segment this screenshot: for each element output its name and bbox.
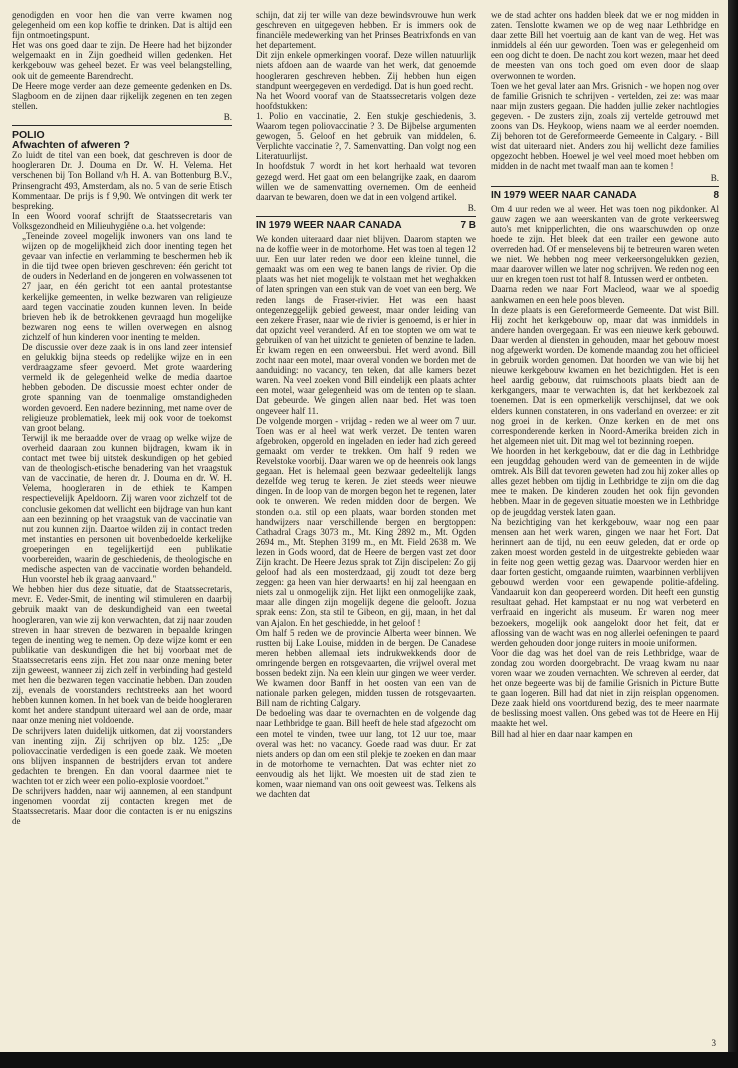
article-heading (256, 221, 476, 231)
section-divider (12, 125, 232, 126)
paragraph: De schrijvers laten duidelijk uitkomen, dat zij voorstanders van inenting zijn. Zij schrijven op blz. 125: „De poliovaccinatie verdedigen is een goede zaak. We moeten ons blijven inspannen de bestrijders ervan tot andere gedachten te brengen. En dan vooral daarmee niet te wachten tot er zich weer een polio-explosie voordoet." (12, 725, 232, 787)
paragraph: schijn, dat zij ter wille van deze bewindsvrouwe hun werk geschreven en uitgegeven hebben. Er is immers ook de financiële medewerking van het Prinses Beatrixfonds en van het departement. (256, 10, 476, 51)
paragraph: Toen we het geval later aan Mrs. Grisnich - we hopen nog over de familie Grisnich te schrijven - vertelden, zei ze: was maar naar mijn zusters gegaan. Die hadden jullie zeker nachtlogies gegeven. - De zusters zijn, zoals zij vertelde getrouwd met zoons van Ds. Heykoop, wiens naam we al eerder noemden. Zij behoren tot de Gereformeerde Gemeente in Calgary. - Bill wist dat uiteraard niet. Anders zou hij wellicht deze families opgezocht hebben. Hoewel je wel veel moed moet hebben om midden in de nacht met twaalf man aan te komen ! (491, 80, 719, 172)
paragraph: Om half 5 reden we de provincie Alberta weer binnen. We rustten bij Lake Louise, midden in de bergen. De Canadese meren hebben allemaal iets indrukwekkends door de omringende bergen en rotsgevaarten, die vrijwel overal met bossen bedekt zijn. Na een klein uur gingen we weer verder. We kwamen door Banff in het oosten van een van de nationale parken gelegen, midden tussen de rotsgevaarten. Bill nam de richting Calgary. (256, 627, 476, 709)
paragraph: Zo luidt de titel van een boek, dat geschreven is door de hoogleraren Dr. J. Douma en Dr. W. H. Velema. Het verschenen bij Ton Bolland v/h H. A. van Bottenburg B.V., Prinsengracht 493, Amsterdam, als no. 5 van de serie Etisch Kommentaar. De prijs is f 9,90. We ontvingen dit werk ter bespreking. (12, 150, 232, 211)
column-middle (256, 10, 476, 1040)
paragraph: we de stad achter ons hadden bleek dat we er nog midden in zaten. Tenslotte kwamen we op de weg naar Lethbridge en daar zette Bill het voertuig aan de kant van de weg. Het was inmiddels al één uur geworden. Toen was er gelegenheid om een oog dicht te doen. De nacht zou kort wezen, maar het deed de meesten van ons toch goed om even door de slaap overwonnen te worden. (491, 10, 719, 81)
paragraph: De bedoeling was daar te overnachten en de volgende dag naar Lethbridge te gaan. Bill heeft de hele stad afgezocht om een motel te vinden, twee uur lang, tot 12 uur toe, maar overal was het: no vacancy. Goede raad was duur. Er zat niets anders op dan om een stil plekje te zoeken en dan maar in de motorhome te vernachten. Dat was echter niet zo eenvoudig als het lijkt. We moesten uit de stad zien te komen, waar niemand van ons ooit geweest was. Telkens als we dachten dat (256, 708, 476, 800)
paragraph: In deze plaats is een Gereformeerde Gemeente. Dat wist Bill. Hij zocht het kerkgebouw op, maar dat was inmiddels in andere handen overgegaan. Er was een nieuwe kerk gebouwd. Daar werden al diensten in gehouden, maar het gebouw moest nog afgewerkt worden. De komende maandag zou het officieel in gebruik worden genomen. Dat hoorden we van wie bij het nieuwe kerkgebouw kwamen en het bezichtigden. Het is een heel aardig gebouw, dat ruimschoots plaats biedt aan de kerkgangers, maar te verwachten is, dat het kerkbezoek zal toenemen. Dat is een opmerkelijk verschijnsel, dat we ook elders kunnen constateren, in ons vaderland en overzee: er zit nog groei in de kerken. Onze kerken en de met ons corresponderende kerken in Noord-Amerika breiden zich in het algemeen niet uit. Dit mag wel tot bezinning roepen. (491, 304, 719, 446)
section-label: POLIO (12, 129, 45, 142)
paragraph: We hebben hier dus deze situatie, dat de Staatssecretaris, mevr. E. Veder-Smit, de inenting wil stimuleren en daarbij gebruik maakt van de deskundigheid van een tweetal hoogleraren, van wie zij kon verwachten, dat zij naar zouden streven in haar streven de bezwaren in bepaalde kringen tegen de inenting weg te nemen. Op deze wijze komt er een publikatie van deskundigen die het bij voorbaat met de Staatssecretaris eens zijn. Het zou naar onze mening beter zijn geweest, wanneer zij zich zelf in verbinding had gesteld met hen die bezwaren tegen vaccinatie hebben. Dan zouden zij, evenals de voorstanders rechtstreeks aan het woord hebben kunnen komen. In het boek van de beide hoogleraren komt het andere standpunt uiteraard wel aan de orde, maar naar onze mening niet voldoende. (12, 584, 232, 726)
paragraph: In hoofdstuk 7 wordt in het kort herhaald wat tevoren gezegd werd. Het gaat om een belangrijke zaak, en daarom willen we de samenvatting overnemen. Om de eenheid daarvan te bewaren, doen we dat in een volgend artikel. (256, 161, 476, 202)
paragraph: 1. Polio en vaccinatie, 2. Een stukje geschiedenis, 3. Waarom tegen poliovaccinatie ? 3. De Bijbelse argumenten gewogen, 5. Geloof en het gebruik van middelen, 6. Verplichte vaccinatie ?, 7. Samenvatting. Dan volgt nog een Literatuurlijst. (256, 110, 476, 162)
article-part-number: 7 B (460, 219, 476, 231)
article-title: Afwachten of afweren ? (12, 139, 130, 152)
quotation: „Teneinde zoveel mogelijk inwoners van ons land te wijzen op de mogelijkheid zich door inenting tegen het gevaar van infectie en verlamming te beschermen heb ik in die tijd twee open brieven geschreven: één gericht tot de ouders in Nederland en de jongeren en volwassenen tot 27 jaar, en één gericht tot een aantal protestantse kerkelijke gemeenten, in welke bezwaren van religieuze aard tegen vaccinatie zouden kunnen leven. In beide brieven heb ik de betrokkenen gevraagd hun mogelijke bezwaren nog eens te willen overwegen en alsnog zichzelf of hun kinderen voor inenting te melden. (22, 230, 232, 342)
page-bottom-edge (0, 1052, 738, 1068)
page-number: 3 (711, 1038, 716, 1048)
paragraph: Dit zijn enkele opmerkingen vooraf. Deze willen natuurlijk niets afdoen aan de waarde van het werk, dat genoemde hoogleraren geschreven hebben. Zij hebben hun eigen standpunt weergegeven en verdedigd. Dat is hun goed recht. (256, 50, 476, 91)
article-title: IN 1979 WEER NAAR CANADA (256, 219, 402, 231)
paragraph: De Heere moge verder aan deze gemeente gedenken en Ds. Slagboom en de zijnen daar rijkelijk zegenen en ten zegen stellen. (12, 80, 232, 111)
quotation: De discussie over deze zaak is in ons land zeer intensief en gelukkig bijna steeds op redelijke wijze en in een verdraagzame sfeer gevoerd. Met grote waardering vermeld ik de gelegenheid welke de media daartoe hebben geboden. De discussie moest echter onder de grote spanning van de toenmalige omstandigheden worden gevoerd. Een nadere bezinning, met name over de religieuze problematiek, leek mij ook voor de toekomst van groot belang. (22, 342, 232, 433)
paragraph: De schrijvers hadden, naar wij aannemen, al een standpunt ingenomen voordat zij contacten kregen met de Staatssecretaris. Maar door die contacten is er nu enigszins de (12, 786, 232, 827)
paragraph: Na bezichtiging van het kerkgebouw, waar nog een paar mensen aan het werk waren, gingen we naar het Fort. Dat herinnert aan de tijd, nu een eeuw geleden, dat er orde op zaken moest worden gesteld in de uitgestrekte gebieden waar in feite nog geen wettig gezag was. Daarvoor werden hier en daar forten gesticht, omgaande ruimten, waarbinnen verblijven gebouwd werden voor een gewapende politie-afdeling. Vandaaruit kon dan geopereerd worden. Dit heeft een gunstig resultaat gehad. Het kampstaat er nu nog wat verbeterd en verfraaid en ingericht als museum. Er waren nog meer bezoekers, mogelijk ook aangelokt door het feit, dat er aflossing van de wacht was en nog allerlei oefeningen te paard werden gehouden door jonge ruiters in mooie uniformen. (491, 516, 719, 648)
paragraph: Het was ons goed daar te zijn. De Heere had het bijzonder welgemaakt en in Zijn goedheid willen gedenken. Het kerkgebouw was geheel bezet. Er was veel belangstelling, ook uit de gemeente Barendrecht. (12, 40, 232, 81)
column-right (491, 10, 719, 1040)
paragraph: Daarna reden we naar Fort Macleod, waar we al spoedig aankwamen en een hele poos bleven. (491, 284, 719, 305)
paragraph: We konden uiteraard daar niet blijven. Daarom stapten we na de koffie weer in de motorhome. Het was toen al tegen 12 uur. Een uur later reden we door een kleine tunnel, die gemaakt was om een weg te banen langs de rivier. Op die plaats was het niet mogelijk te volstaan met het weghakken of laten springen van een stuk van de voet van een berg. We reden langs de Fraser-rivier. Het was een haast ontegenzeggelijk gebied geweest, maar onder leiding van een zekere Fraser, naar wie de rivier is genoemd, is er hier in dat opzicht veel veranderd. Af en toe stopten we om wat te gebruiken of van het uitzicht te genieten of benzine te laden. Er kwam regen en een onweersbui. Het werd avond. Bill zocht naar een motel, maar overal vonden we borden met de aanduiding: no vacancy, ten teken, dat alle kamers bezet waren. Na veel zoeken vond Bill eindelijk een plaats achter een motel, waar gelegenheid was om de tenten op te slaan. Dat gebeurde. We gingen allen naar bed. Het was toen ongeveer half 11. (256, 233, 476, 416)
paragraph: Om 4 uur reden we al weer. Het was toen nog pikdonker. Al gauw zagen we aan weerskanten van de grote verkeersweg auto's met knipperlichten, die ons waarschuwden op onze hoede te zijn. Het bleek dat een trailer een gewone auto overreden had. Of er menselevens bij te betreuren waren weten we niet. We hebben nog meer verkeersongelukken gezien, maar daarover willen we later nog schrijven. We reden nog een uur en kregen toen rust tot half 8. Intussen werd er ontbeten. (491, 203, 719, 285)
article-heading (491, 191, 719, 201)
paragraph: We hoorden in het kerkgebouw, dat er die dag in Lethbridge een jeugddag gehouden werd van de gemeenten in de wijde omtrek. Als Bill dat tevoren geweten had zou hij zoker alles op alles gezet hebben om tijdig in Lethbridge te zijn om die dag mee te maken. De kinderen zouden het ook fijn gevonden hebben. Maar in de gegeven situatie moesten we in Lethbridge op de jeugddag verstek laten gaan. (491, 445, 719, 517)
binding-edge (728, 0, 738, 1068)
author-signature: B. (710, 172, 719, 183)
paragraph: Bill had al hier en daar naar kampen en (491, 728, 633, 739)
paragraph: In een Woord vooraf schrijft de Staatssecretaris van Volksgezondheid en Milieuhygiëne o.a. het volgende: (12, 210, 232, 231)
quotation: Terwijl ik me beraadde over de vraag op welke wijze de overheid daaraan zou kunnen bijdragen, kwam ik in contact met twee bij uitstek deskundigen op het gebied van de theologisch-etische benadering van het vraagstuk van de vaccinatie, de heren dr. J. Douma en dr. W. H. Velema, hoogleraren in de ethiek te Kampen respectievelijk Apeldoorn. Zij waren voor zichzelf tot de conclusie gekomen dat wellicht een bijdrage van hun kant aan een bezinning op het vraagstuk van de vaccinatie van nut zou kunnen zijn. Daartoe wilden zij in contact treden met instanties en personen uit bovenbedoelde kerkelijke groeperingen en tegelijkertijd een publikatie voorbereiden, waarin de geschiedenis, de theologische en medische aspecten van de vaccinatie worden behandeld. Hun voorstel heb ik graag aanvaard." (22, 432, 232, 585)
author-signature: B. (467, 202, 476, 213)
article-part-number: 8 (713, 189, 719, 201)
article-title: IN 1979 WEER NAAR CANADA (491, 189, 637, 201)
column-left (12, 10, 232, 1040)
section-divider (491, 186, 719, 187)
paragraph: De volgende morgen - vrijdag - reden we al weer om 7 uur. Toen was er al heel wat werk verzet. De tenten waren afgebroken, opgerold en ingeladen en ieder had zich gereed gemaakt om verder te trekken. Om half 9 reden we Revelstoke voorbij. Daar waren we op de heenreis ook langs gegaan. Het is helemaal geen bezwaar gedeeltelijk langs dezelfde weg terug te keren. Je ziet steeds weer nieuwe dingen. In de loop van de morgen begon het te regenen, later ook te onweren. We reden midden door de bergen. We stonden o.a. stil op een plaats, waar borden stonden met handwijzers naar verschillende bergen en bergtoppen: Cathadral Crags 3073 m., Mt. King 2892 m., Mt. Ogden 2694 m., Mt. Stephen 3199 m., en Mt. Field 2638 m. We lezen in Gods woord, dat de Heere de bergen vast zet door Zijn kracht. De Heere Jezus sprak tot Zijn discipelen: Zo gij geloof had als een mosterdzaad, gij zoudt tot deze berg zeggen: ga heen van hier derwaarts! en hij zal heengaan en niets zal u onmogelijk zijn. Het lijkt een onmogelijke zaak, maar alle dingen zijn mogelijk degene die gelooft. Jozua sprak eens: Zon, sta stil te Gibeon, en gij, maan, in het dal van Ajalon. En het geschiedde, in het geloof ! (256, 415, 476, 628)
paragraph: Voor die dag was het doel van de reis Lethbridge, waar de zondag zou worden doorgebracht. De vraag kwam nu naar voren waar we zouden vernachten. We schreven al eerder, dat het onze begeerte was bij de familie Grisnich in Picture Butte te gaan logeren. Bill had dat niet in zijn reisplan opgenomen. Deze zaak hield ons voortdurend bezig, des te meer naarmate de beslissing moest vallen. Ons gebed was tot de Heere en Hij maakte het wel. (491, 647, 719, 729)
section-divider (256, 216, 476, 217)
author-signature: B. (223, 111, 232, 122)
paragraph: genodigden en voor hen die van verre kwamen nog gelegenheid om een kop koffie te drinken. Dat is altijd een fijn ontmoetingspunt. (12, 10, 232, 41)
paragraph: Na het Woord vooraf van de Staatssecretaris volgen deze hoofdstukken: (256, 90, 476, 111)
